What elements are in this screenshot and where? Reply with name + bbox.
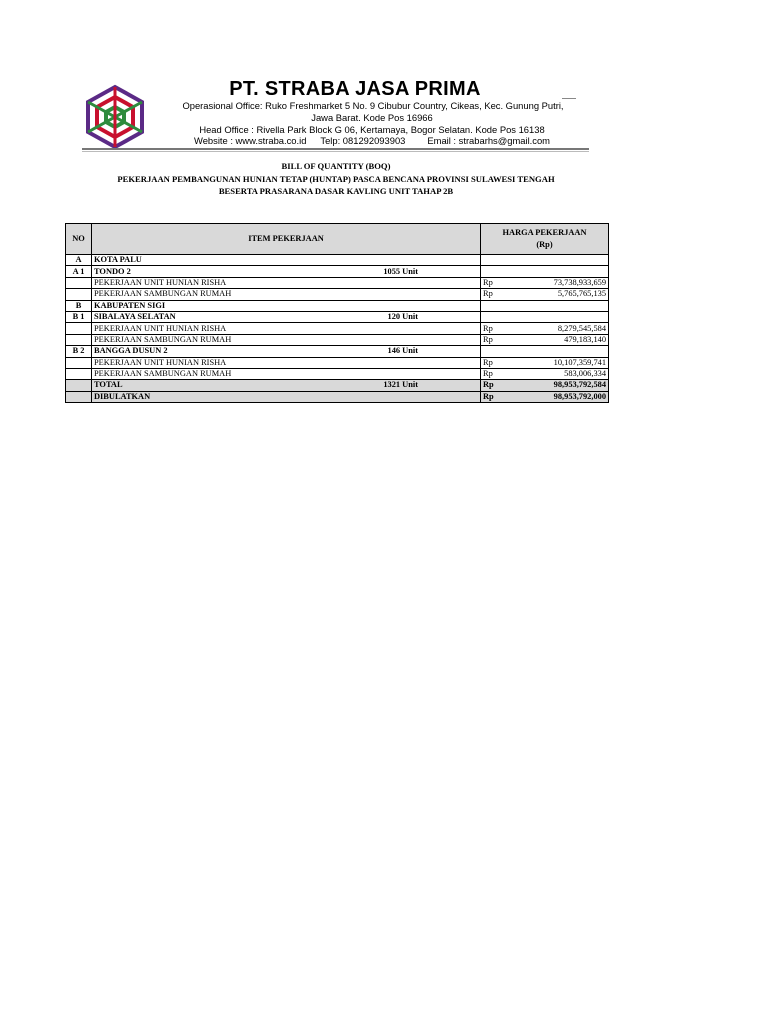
row-currency: Rp xyxy=(481,368,495,379)
header-harga-line-2: (Rp) xyxy=(536,240,553,249)
letterhead-divider-thin xyxy=(82,151,589,152)
table-row xyxy=(66,334,609,345)
row-currency xyxy=(481,300,495,311)
website-text: Website : www.straba.co.id xyxy=(194,135,307,146)
header-harga xyxy=(481,224,609,255)
total-no xyxy=(66,380,92,391)
row-currency xyxy=(481,255,495,266)
row-item-text: KOTA PALU xyxy=(94,255,142,265)
row-unit: 1055 Unit xyxy=(383,266,418,276)
total-currency: Rp xyxy=(481,380,495,391)
header-no: NO xyxy=(66,224,92,255)
row-item xyxy=(92,311,481,322)
row-item xyxy=(92,323,481,334)
table-row xyxy=(66,323,609,334)
row-no: B 2 xyxy=(66,346,92,357)
row-no: A xyxy=(66,255,92,266)
row-value: 479,183,140 xyxy=(495,334,609,345)
row-item-text: PEKERJAAN SAMBUNGAN RUMAH xyxy=(94,289,232,299)
row-item xyxy=(92,289,481,300)
total-row xyxy=(66,380,609,391)
head-office-line: Head Office : Rivella Park Block G 06, Kertamaya, Bogor Selatan. Kode Pos 16138 xyxy=(199,124,545,135)
row-item-text: BANGGA DUSUN 2 xyxy=(94,346,168,356)
operational-office-line-2: Jawa Barat. Kode Pos 16966 xyxy=(311,112,433,123)
boq-table xyxy=(65,223,609,403)
contact-line xyxy=(157,135,587,147)
row-value: 73,738,933,659 xyxy=(495,277,609,288)
row-item-text: KABUPATEN SIGI xyxy=(94,300,166,310)
rounded-value: 98,953,792,000 xyxy=(495,391,609,402)
table-row xyxy=(66,289,609,300)
row-no: A 1 xyxy=(66,266,92,277)
table-row xyxy=(66,346,609,357)
total-label xyxy=(92,380,481,391)
table-row xyxy=(66,266,609,277)
row-no xyxy=(66,334,92,345)
total-unit: 1321 Unit xyxy=(383,380,418,390)
table-row xyxy=(66,368,609,379)
company-logo-icon xyxy=(82,84,148,150)
row-item-text: PEKERJAAN UNIT HUNIAN RISHA xyxy=(94,277,227,287)
row-item xyxy=(92,368,481,379)
total-value: 98,953,792,584 xyxy=(495,380,609,391)
row-value: 5,765,765,135 xyxy=(495,289,609,300)
company-name: PT. STRABA JASA PRIMA xyxy=(229,78,481,100)
row-no: B xyxy=(66,300,92,311)
header-item: ITEM PEKERJAAN xyxy=(92,224,481,255)
title-boq: BILL OF QUANTITY (BOQ) xyxy=(281,161,391,171)
row-value xyxy=(495,311,609,322)
row-item-text: TONDO 2 xyxy=(94,266,131,276)
row-currency: Rp xyxy=(481,334,495,345)
row-currency: Rp xyxy=(481,323,495,334)
table-row xyxy=(66,255,609,266)
row-item xyxy=(92,277,481,288)
row-value xyxy=(495,346,609,357)
row-no xyxy=(66,277,92,288)
row-no xyxy=(66,289,92,300)
row-currency xyxy=(481,311,495,322)
row-no xyxy=(66,357,92,368)
table-row xyxy=(66,277,609,288)
row-unit: 120 Unit xyxy=(387,312,418,322)
table-body xyxy=(66,255,609,380)
table-header-row xyxy=(66,224,609,255)
row-no xyxy=(66,323,92,334)
header-harga-line-1: HARGA PEKERJAAN xyxy=(502,228,587,237)
row-item-text: PEKERJAAN SAMBUNGAN RUMAH xyxy=(94,334,232,344)
row-item-text: PEKERJAAN UNIT HUNIAN RISHA xyxy=(94,357,227,367)
row-item xyxy=(92,266,481,277)
letterhead-divider xyxy=(82,148,589,150)
email-text: Email : strabarhs@gmail.com xyxy=(427,135,550,146)
row-item-text: PEKERJAAN UNIT HUNIAN RISHA xyxy=(94,323,227,333)
row-value xyxy=(495,266,609,277)
row-item xyxy=(92,334,481,345)
title-rule xyxy=(562,98,576,99)
rounded-no xyxy=(66,391,92,402)
letterhead xyxy=(82,72,592,152)
row-value: 583,006,334 xyxy=(495,368,609,379)
row-item xyxy=(92,346,481,357)
table-row xyxy=(66,311,609,322)
row-no: B 1 xyxy=(66,311,92,322)
row-currency: Rp xyxy=(481,277,495,288)
row-value: 8,279,545,584 xyxy=(495,323,609,334)
row-currency xyxy=(481,346,495,357)
row-currency: Rp xyxy=(481,357,495,368)
row-value: 10,107,359,741 xyxy=(495,357,609,368)
row-item xyxy=(92,255,481,266)
row-item-text: PEKERJAAN SAMBUNGAN RUMAH xyxy=(94,369,232,379)
total-label-text: TOTAL xyxy=(94,380,123,390)
operational-office-line-1: Operasional Office: Ruko Freshmarket 5 No. 9 Cibubur Country, Cikeas, Kec. Gunung Putri, xyxy=(182,100,564,111)
row-unit: 146 Unit xyxy=(387,346,418,356)
row-item xyxy=(92,300,481,311)
phone-text: Telp: 081292093903 xyxy=(320,135,406,146)
rounded-label: DIBULATKAN xyxy=(92,391,481,402)
row-currency: Rp xyxy=(481,289,495,300)
title-phase: BESERTA PRASARANA DASAR KAVLING UNIT TAHAP 2B xyxy=(218,186,454,196)
document-titles xyxy=(100,160,572,198)
row-value xyxy=(495,300,609,311)
row-item xyxy=(92,357,481,368)
title-project: PEKERJAAN PEMBANGUNAN HUNIAN TETAP (HUNTAP) PASCA BENCANA PROVINSI SULAWESI TENGAH xyxy=(117,173,555,184)
row-no xyxy=(66,368,92,379)
row-item-text: SIBALAYA SELATAN xyxy=(94,312,176,322)
rounded-row xyxy=(66,391,609,402)
rounded-currency: Rp xyxy=(481,391,495,402)
table-row xyxy=(66,357,609,368)
row-currency xyxy=(481,266,495,277)
table-row xyxy=(66,300,609,311)
row-value xyxy=(495,255,609,266)
